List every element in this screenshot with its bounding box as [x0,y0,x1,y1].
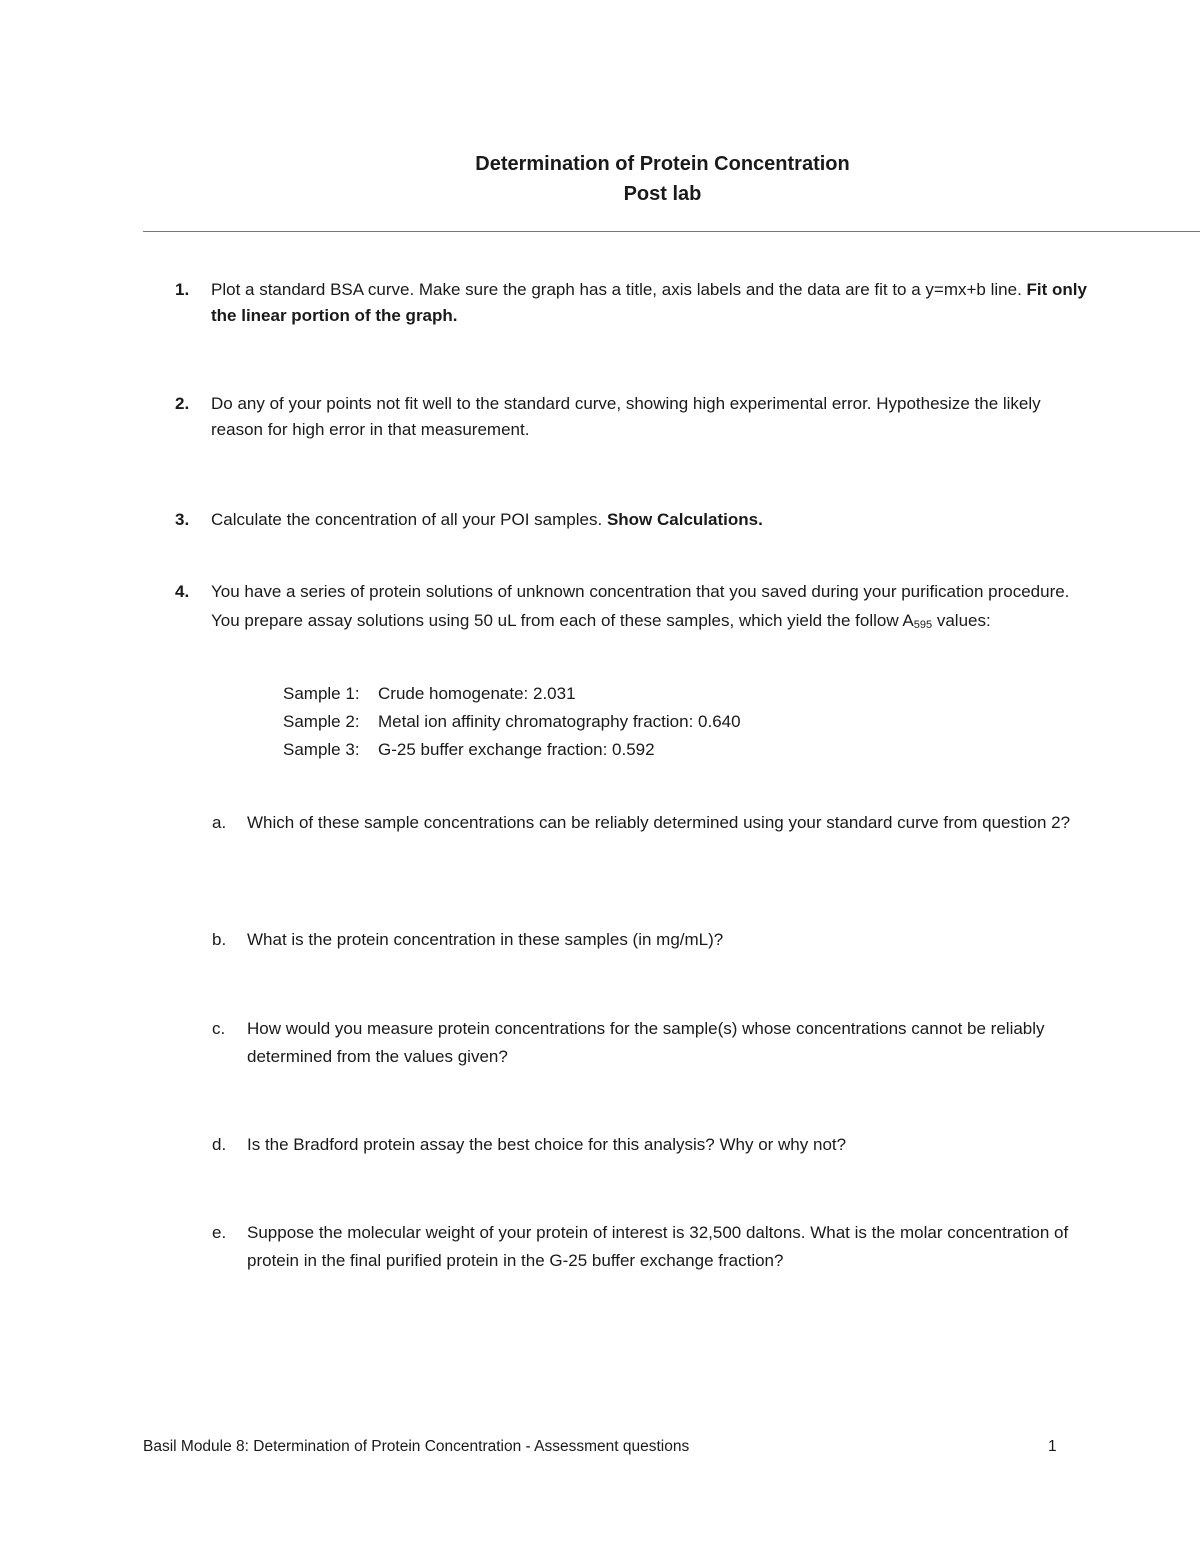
question-2-number: 2. [175,394,190,413]
question-3-text [211,507,1091,533]
question-3-number: 3. [175,510,190,529]
subquestion-e-letter: e. [212,1223,227,1242]
question-4-plain: You have a series of protein solutions of unknown concentration that you saved during your purification procedure. You prepare assay solutions using 50 uL from each of these samples, which yield the follow A [211,582,1070,630]
page-subtitle: Post lab [623,183,702,205]
sample-desc: Metal ion affinity chromatography fraction: 0.640 [378,712,741,731]
question-4-number: 4. [175,582,190,601]
subquestion-d-text: Is the Bradford protein assay the best choice for this analysis? Why or why not? [247,1135,847,1154]
sample-desc: G-25 buffer exchange fraction: 0.592 [378,740,655,759]
page-footer: Basil Module 8: Determination of Protein Concentration - Assessment questions [143,1438,690,1455]
sample-item [283,680,741,708]
subquestion-c-text: How would you measure protein concentrations for the sample(s) whose concentrations cannot be reliably determined from the values given? [247,1019,1045,1066]
subquestion-c-letter: c. [212,1019,226,1038]
question-3-plain: Calculate the concentration of all your POI samples. [211,510,607,529]
subquestion-e-text: Suppose the molecular weight of your protein of interest is 32,500 daltons. What is the molar concentration of protein in the final purified protein in the G-25 buffer exchange fraction? [247,1223,1069,1270]
subquestion-b-letter: b. [212,930,227,949]
sample-item [283,736,741,764]
sample-item [283,708,741,736]
sample-label: Sample 3: [283,740,360,759]
header-divider [143,231,1200,232]
sample-list [283,680,741,764]
question-3-bold: Show Calculations. [606,510,763,529]
page-number: 1 [1048,1438,1057,1455]
sample-label: Sample 2: [283,712,360,731]
question-1-plain: Plot a standard BSA curve. Make sure the graph has a title, axis labels and the data are fit to a y=mx+b line. [211,280,1027,299]
subquestion-a-letter: a. [212,813,227,832]
subquestion-b-text: What is the protein concentration in these samples (in mg/mL)? [247,930,724,949]
sample-label: Sample 1: [283,684,360,703]
question-1-text [211,277,1091,329]
question-4-end: values: [932,611,991,630]
question-2-text: Do any of your points not fit well to the standard curve, showing high experimental error. Hypothesize the likely reason for high error in that measurement. [211,394,1041,439]
page-title: Determination of Protein Concentration [475,153,850,175]
subquestion-d-letter: d. [212,1135,227,1154]
question-1-bold: Fit only the linear portion of the graph. [211,280,1087,325]
subquestion-a-text: Which of these sample concentrations can be reliably determined using your standard curve from question 2? [247,813,1071,832]
question-4-subscript: 595 [913,619,933,631]
sample-desc: Crude homogenate: 2.031 [378,684,576,703]
question-4-text [211,577,1091,638]
question-1-number: 1. [175,280,190,299]
